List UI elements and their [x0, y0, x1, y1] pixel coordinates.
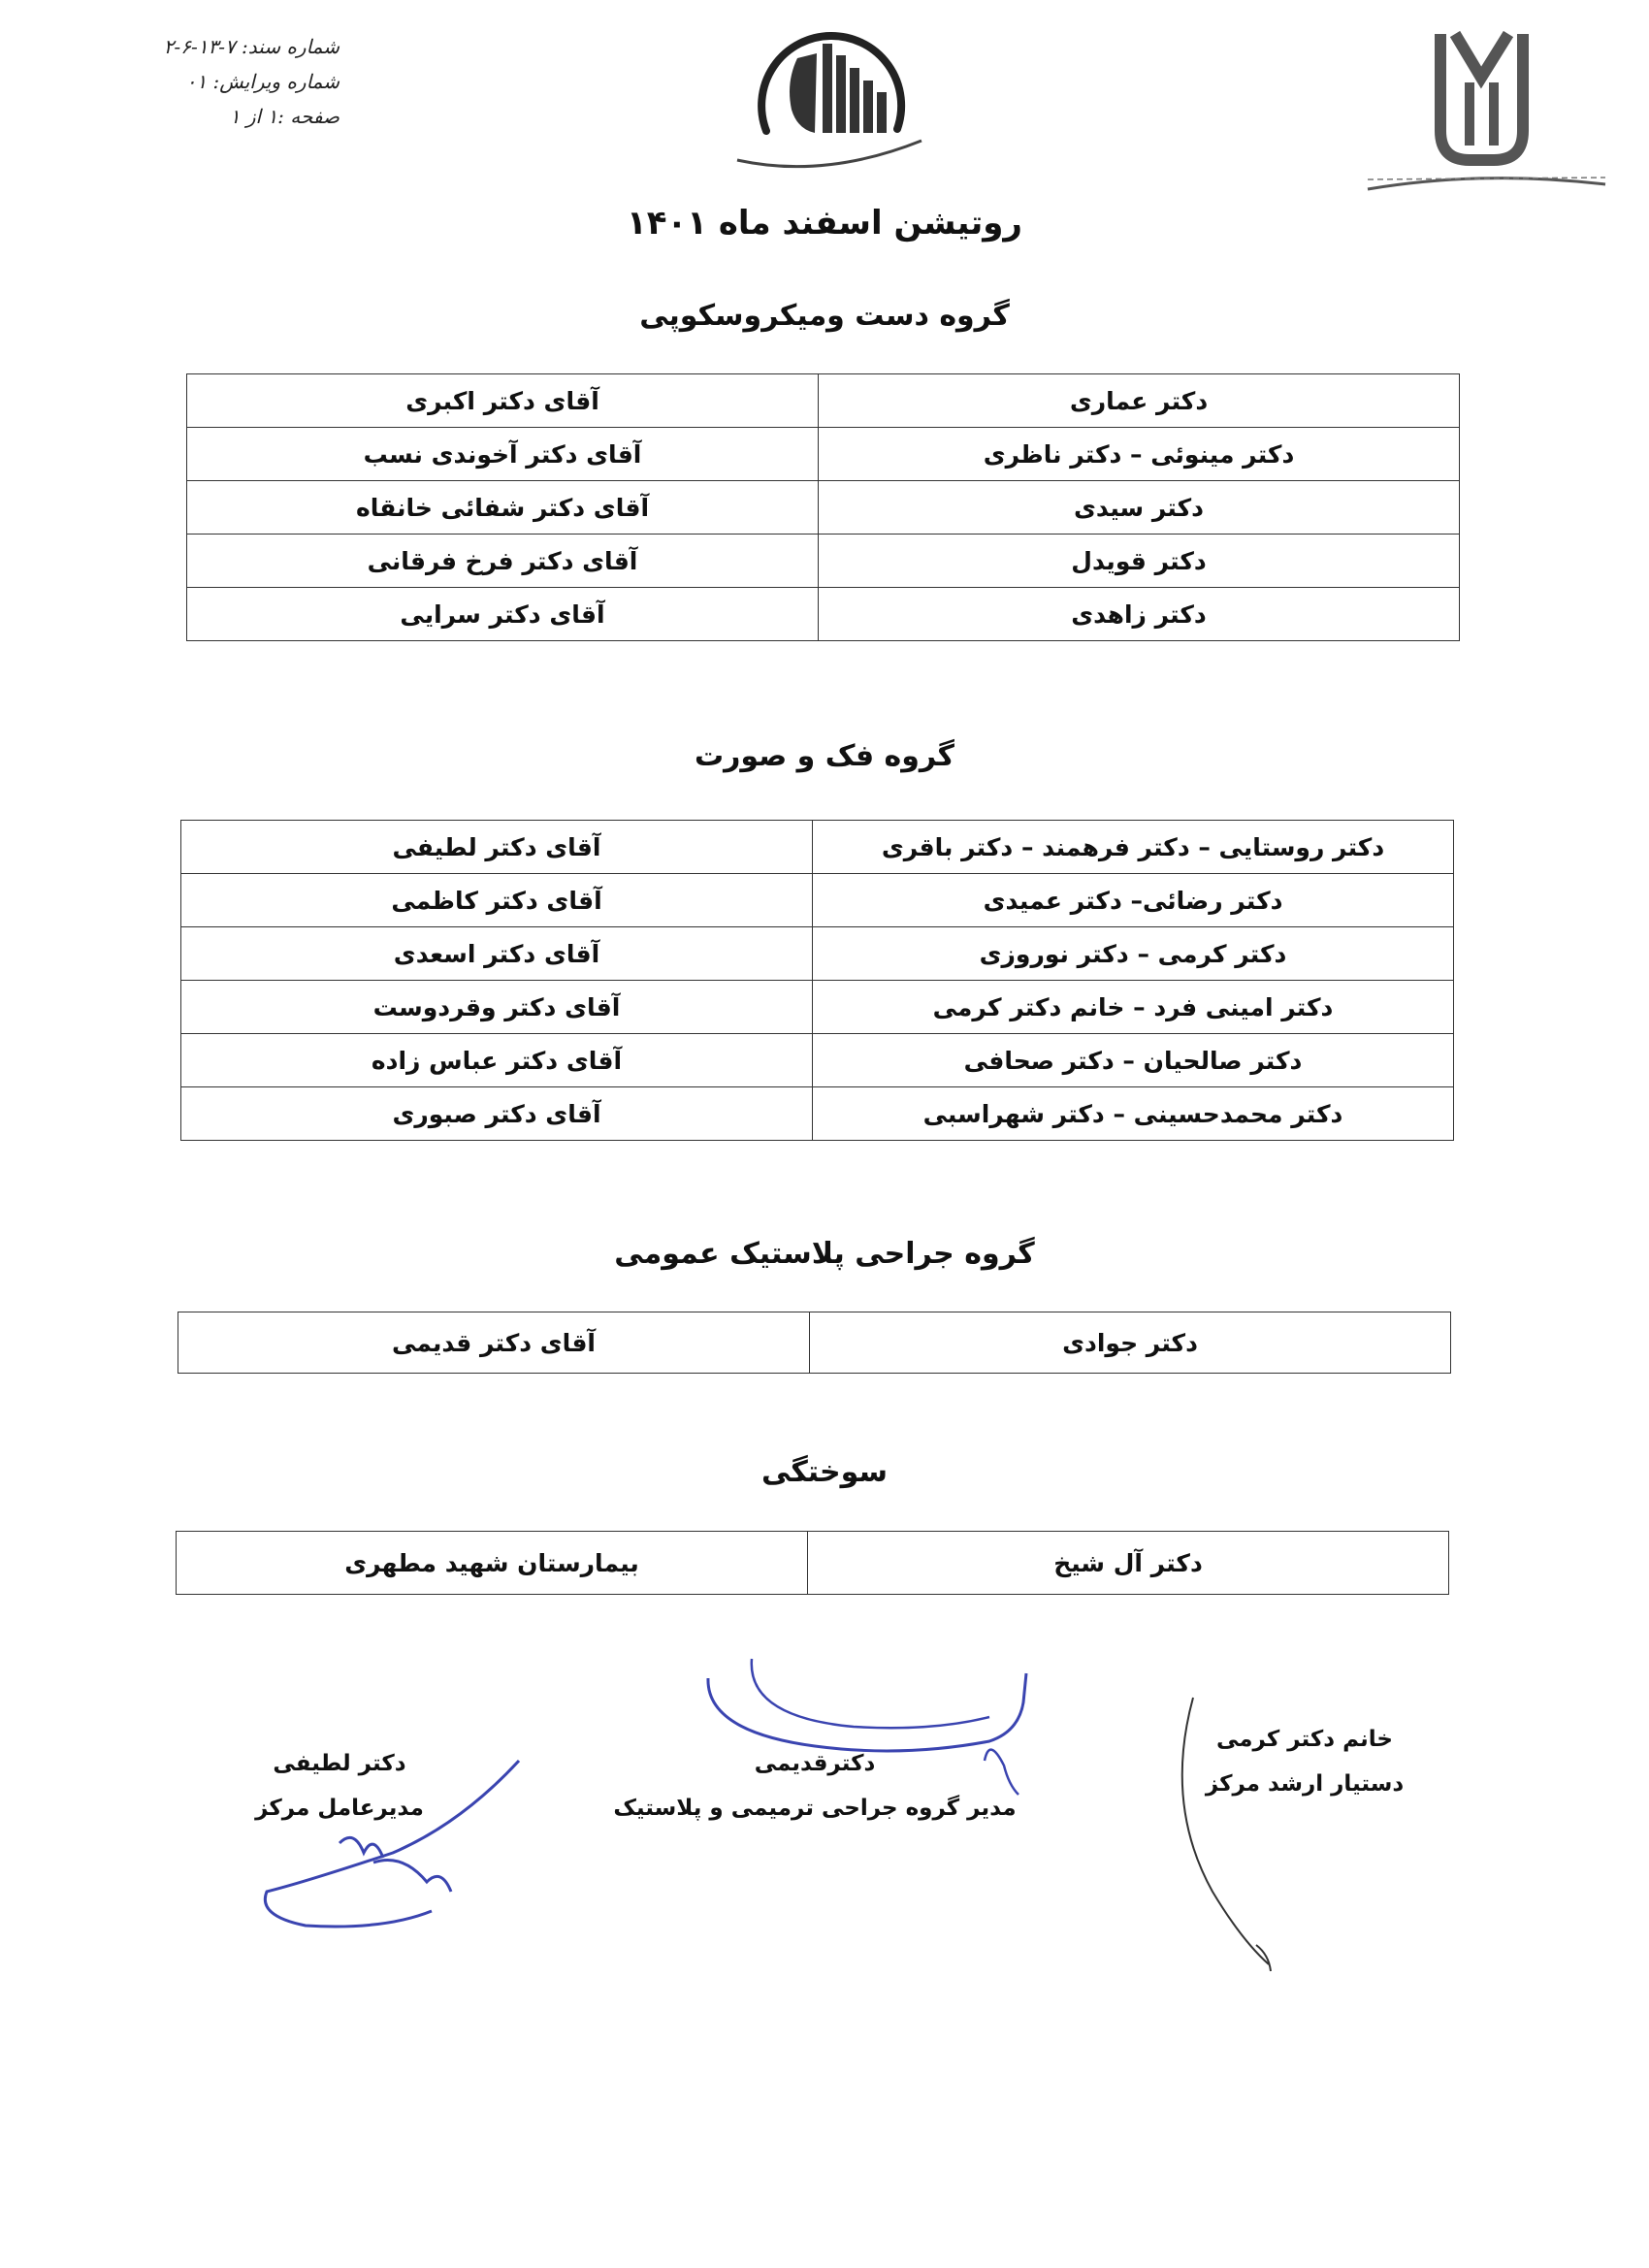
- table-cell: دکتر سیدی: [819, 481, 1460, 535]
- table-cell: آقای دکتر آخوندی نسب: [187, 428, 819, 481]
- table-cell: دکتر عماری: [819, 374, 1460, 428]
- signature-mark-latifi: [247, 1746, 538, 1930]
- table-cell: دکتر کرمی – دکتر نوروزی: [813, 927, 1454, 981]
- section-title-hand-microscopy: گروه دست ومیکروسکوپی: [639, 299, 1010, 333]
- table-row: [181, 981, 1454, 1034]
- page-title: روتیشن اسفند ماه ۱۴۰۱: [626, 204, 1023, 243]
- section-title-maxillofacial: گروه فک و صورت: [694, 739, 955, 773]
- table-row: [187, 374, 1460, 428]
- roster-table-hand-microscopy: [186, 373, 1460, 641]
- table-row: [187, 588, 1460, 641]
- roster-table-burns: [176, 1531, 1449, 1595]
- table-cell: آقای دکتر عباس زاده: [181, 1034, 813, 1087]
- table-cell: بیمارستان شهید مطهری: [177, 1532, 808, 1595]
- signature-mark-karami: [1154, 1688, 1290, 1979]
- table-cell: دکتر قویدل: [819, 535, 1460, 588]
- table-cell: آقای دکتر قدیمی: [178, 1312, 810, 1374]
- university-logo: [1348, 24, 1615, 199]
- table-cell: دکتر رضائی– دکتر عمیدی: [813, 874, 1454, 927]
- hospital-logo: [708, 15, 941, 184]
- document-info: [87, 29, 340, 134]
- table-cell: دکتر جوادی: [810, 1312, 1451, 1374]
- table-row: [181, 874, 1454, 927]
- table-cell: آقای دکتر صبوری: [181, 1087, 813, 1141]
- table-cell: دکتر صالحیان – دکتر صحافی: [813, 1034, 1454, 1087]
- signature-mark-ghadimi: [698, 1649, 1048, 1804]
- table-cell: دکتر مینوئی – دکتر ناظری: [819, 428, 1460, 481]
- table-cell: دکتر محمدحسینی – دکتر شهراسبی: [813, 1087, 1454, 1141]
- table-cell: آقای دکتر شفائی خانقاه: [187, 481, 819, 535]
- section-title-general-plastic: گروه جراحی پلاستیک عمومی: [614, 1237, 1035, 1271]
- signatory-role: مدیر گروه جراحی ترمیمی و پلاستیک: [613, 1796, 1017, 1821]
- table-row: [181, 927, 1454, 981]
- table-cell: آقای دکتر اکبری: [187, 374, 819, 428]
- table-cell: آقای دکتر لطیفی: [181, 821, 813, 874]
- table-cell: آقای دکتر اسعدی: [181, 927, 813, 981]
- table-cell: دکتر روستایی – دکتر فرهمند – دکتر باقری: [813, 821, 1454, 874]
- revision-number: شماره ویرایش: ۰۱: [185, 70, 340, 93]
- table-cell: آقای دکتر سرایی: [187, 588, 819, 641]
- table-cell: دکتر امینی فرد – خانم دکتر کرمی: [813, 981, 1454, 1034]
- table-cell: دکتر زاهدی: [819, 588, 1460, 641]
- section-title-burns: سوختگی: [761, 1455, 888, 1489]
- signatory-name: دکترقدیمی: [754, 1751, 876, 1776]
- table-row: [187, 481, 1460, 535]
- table-row: [187, 535, 1460, 588]
- table-row: [181, 1034, 1454, 1087]
- table-row: [181, 821, 1454, 874]
- table-row: [177, 1532, 1449, 1595]
- table-row: [187, 428, 1460, 481]
- signatory-role: مدیرعامل مرکز: [255, 1796, 424, 1821]
- table-cell: آقای دکتر فرخ فرقانی: [187, 535, 819, 588]
- signatory-name: دکتر لطیفی: [273, 1751, 406, 1776]
- table-cell: آقای دکتر کاظمی: [181, 874, 813, 927]
- roster-table-general-plastic: [178, 1312, 1451, 1374]
- table-cell: آقای دکتر وقردوست: [181, 981, 813, 1034]
- signatory-role: دستیار ارشد مرکز: [1205, 1771, 1405, 1797]
- table-row: [178, 1312, 1451, 1374]
- table-cell: دکتر آل شیخ: [808, 1532, 1449, 1595]
- signatory-name: خانم دکتر کرمی: [1216, 1727, 1393, 1752]
- document-number: شماره سند: ۷-۱۳-۶-۲: [163, 35, 340, 58]
- roster-table-maxillofacial: [180, 820, 1454, 1141]
- table-row: [181, 1087, 1454, 1141]
- page-number: صفحه :۱ از ۱: [229, 105, 340, 128]
